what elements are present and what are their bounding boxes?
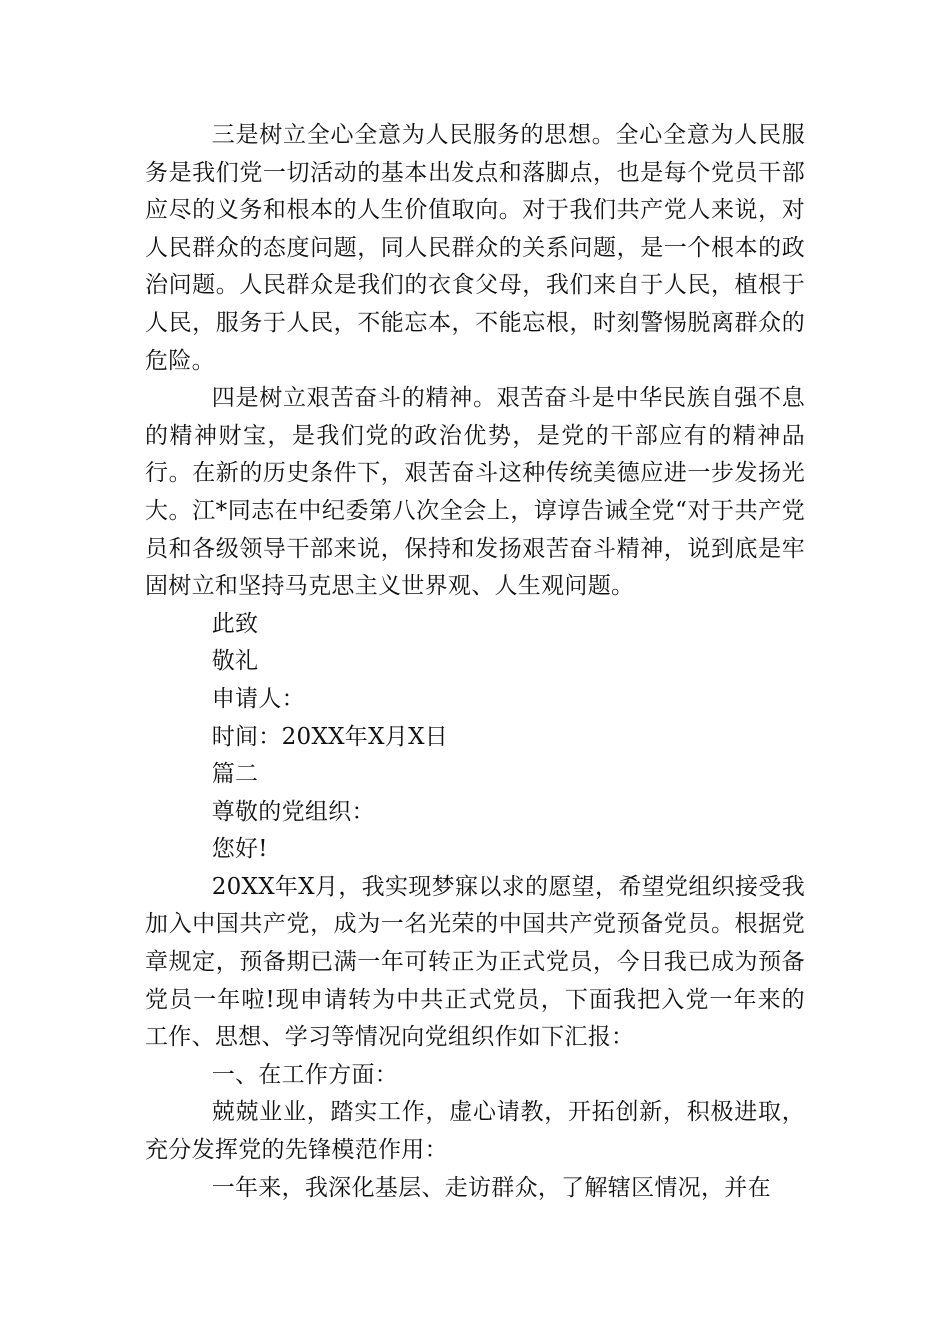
subheading-work: 一、在工作方面： (211, 1061, 399, 1088)
closing-salutation: 此致 (211, 610, 259, 637)
applicant-line: 申请人： (211, 685, 305, 712)
paragraph-work-summary: 兢兢业业，踏实工作，虚心请教，开拓创新，积极进取，充分发挥党的先锋模范作用： (145, 1099, 805, 1164)
closing-regards: 敬礼 (211, 648, 259, 675)
section-heading: 篇二 (211, 761, 259, 788)
greeting-hello: 您好! (211, 836, 268, 863)
greeting-recipient: 尊敬的党组织： (211, 798, 375, 825)
paragraph-hard-work: 四是树立艰苦奋斗的精神。艰苦奋斗是中华民族自强不息的精神财宝，是我们党的政治优势，是党的干部应有的精神品行。在新的历史条件下，艰苦奋斗这种传统美德应进一步发扬光大。江*同志在中纪委第八次全会上，谆谆告诫全党“对于共产党员和各级领导干部来说，保持和发扬艰苦奋斗精神，说到底是牢固树立和坚持马克思主义世界观、人生观问题。 (145, 385, 805, 600)
document-body (145, 117, 805, 1207)
paragraph-work-detail: 一年来，我深化基层、走访群众，了解辖区情况，并在 (211, 1174, 771, 1201)
paragraph-serve-people: 三是树立全心全意为人民服务的思想。全心全意为人民服务是我们党一切活动的基本出发点和落脚点，也是每个党员干部应尽的义务和根本的人生价值取向。对于我们共产党人来说，对人民群众的态度问题，同人民群众的关系问题，是一个根本的政治问题。人民群众是我们的衣食父母，我们来自于人民，植根于人民，服务于人民，不能忘本，不能忘根，时刻警惕脱离群众的危险。 (145, 122, 805, 374)
paragraph-introduction: 20XX年X月，我实现梦寐以求的愿望，希望党组织接受我加入中国共产党，成为一名光荣的中国共产党预备党员。根据党章规定，预备期已满一年可转正为正式党员，今日我已成为预备党员一年啦!现申请转为中共正式党员，下面我把入党一年来的工作、思想、学习等情况向党组织作如下汇报： (145, 873, 805, 1051)
date-line: 时间：20XX年X月X日 (211, 723, 449, 750)
